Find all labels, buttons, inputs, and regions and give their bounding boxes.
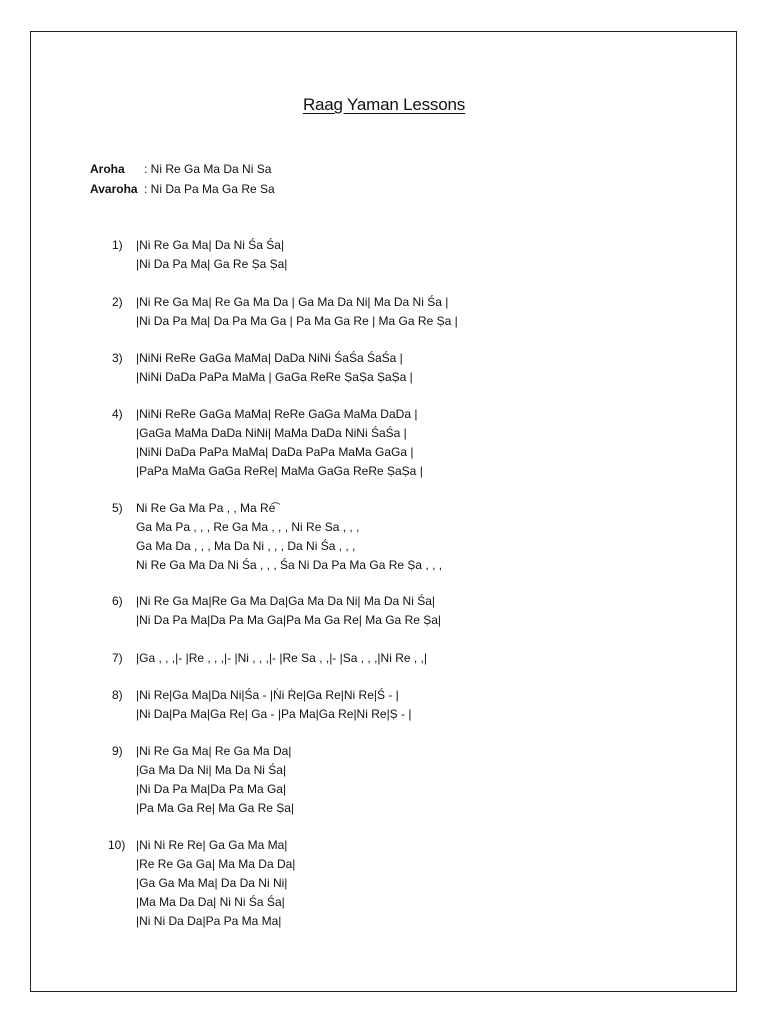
lesson-line: |Ni Da Pa Ma|Da Pa Ma Ga| <box>136 782 287 796</box>
lesson-line: Ga Ma Pa , , , Re Ga Ma , , , Ni Re Sa , , , <box>136 520 360 534</box>
lesson-line: |Ni Re|Ga Ma|Da Ni|Śa - |Ṅi Ṙe|Ga Re|Ni Re|Ś - | <box>136 688 399 702</box>
lesson-number: 4) <box>112 407 123 421</box>
lesson-line: Ni Re Ga Ma Pa , , Ma Re͡ <box>136 501 276 515</box>
lesson-number: 10) <box>108 838 126 852</box>
avaroha-row <box>90 179 275 199</box>
avaroha-value: : Ni Da Pa Ma Ga Re Sa <box>144 182 275 196</box>
avaroha-label: Avaroha <box>90 182 138 196</box>
lesson-line: |Pa Ma Ga Re| Ma Ga Re Ṣa| <box>136 801 295 815</box>
lesson-number: 9) <box>112 744 123 758</box>
lesson-line: |Ni Da Pa Ma|Da Pa Ma Ga|Pa Ma Ga Re| Ma Ga Re Ṣa| <box>136 613 442 627</box>
lesson-line: |NiNi DaDa PaPa MaMa| DaDa PaPa MaMa GaGa | <box>136 445 414 459</box>
scale-definitions <box>90 159 275 199</box>
lesson-line: |Ni Re Ga Ma| Da Ni Śa Śa| <box>136 238 285 252</box>
lesson-number: 8) <box>112 688 123 702</box>
lesson-line: |Ma Ma Da Da| Ni Ni Śa Śa| <box>136 895 285 909</box>
lesson-line: |GaGa MaMa DaDa NiNi| MaMa DaDa NiNi ŚaŚa | <box>136 426 407 440</box>
lesson-line: |Ni Da Pa Ma| Da Pa Ma Ga | Pa Ma Ga Re | Ma Ga Re Ṣa | <box>136 314 458 328</box>
lesson-line: |Ga Ma Da Ni| Ma Da Ni Śa| <box>136 763 287 777</box>
lesson-line: Ga Ma Da , , , Ma Da Ni , , , Da Ni Śa , , , <box>136 539 356 553</box>
lesson-line: |PaPa MaMa GaGa ReRe| MaMa GaGa ReRe ṢaṢa | <box>136 464 423 478</box>
lesson-line: |Ga Ga Ma Ma| Da Da Ni Ni| <box>136 876 288 890</box>
lesson-number: 5) <box>112 501 123 515</box>
document-title: Raag Yaman Lessons <box>302 95 466 114</box>
lesson-number: 3) <box>112 351 123 365</box>
lesson-line: |NiNi DaDa PaPa MaMa | GaGa ReRe ṢaṢa ṢaṢa | <box>136 370 413 384</box>
lesson-line: |Ni Da|Pa Ma|Ga Re| Ga - |Pa Ma|Ga Re|Ni Re|Ṣ - | <box>136 707 412 721</box>
aroha-row <box>90 159 275 179</box>
lesson-line: |Ni Ni Re Re| Ga Ga Ma Ma| <box>136 838 288 852</box>
lesson-number: 2) <box>112 295 123 309</box>
lesson-number: 1) <box>112 238 123 252</box>
aroha-label: Aroha <box>90 162 125 176</box>
lesson-line: |Re Re Ga Ga| Ma Ma Da Da| <box>136 857 296 871</box>
lesson-line: |Ni Re Ga Ma|Re Ga Ma Da|Ga Ma Da Ni| Ma Da Ni Śa| <box>136 594 436 608</box>
lesson-line: |Ga , , ,|- |Re , , ,|- |Ni , , ,|- |Re Sa , ,|- |Sa , , ,|Ni Re , ,| <box>136 651 428 665</box>
lesson-line: |Ni Re Ga Ma| Re Ga Ma Da| <box>136 744 292 758</box>
lesson-line: Ni Re Ga Ma Da Ni Śa , , , Śa Ni Da Pa Ma Ga Re Ṣa , , , <box>136 558 443 572</box>
lesson-number: 7) <box>112 651 123 665</box>
lesson-line: |Ni Re Ga Ma| Re Ga Ma Da | Ga Ma Da Ni| Ma Da Ni Śa | <box>136 295 449 309</box>
lesson-line: |Ni Da Pa Ma| Ga Re Ṣa Ṣa| <box>136 257 288 271</box>
lesson-line: |Ni Ni Da Da|Pa Pa Ma Ma| <box>136 914 282 928</box>
lesson-number: 6) <box>112 594 123 608</box>
aroha-value: : Ni Re Ga Ma Da Ni Sa <box>144 162 272 176</box>
lesson-line: |NiNi ReRe GaGa MaMa| ReRe GaGa MaMa DaDa | <box>136 407 418 421</box>
lesson-line: |NiNi ReRe GaGa MaMa| DaDa NiNi ŚaŚa ŚaŚa | <box>136 351 403 365</box>
